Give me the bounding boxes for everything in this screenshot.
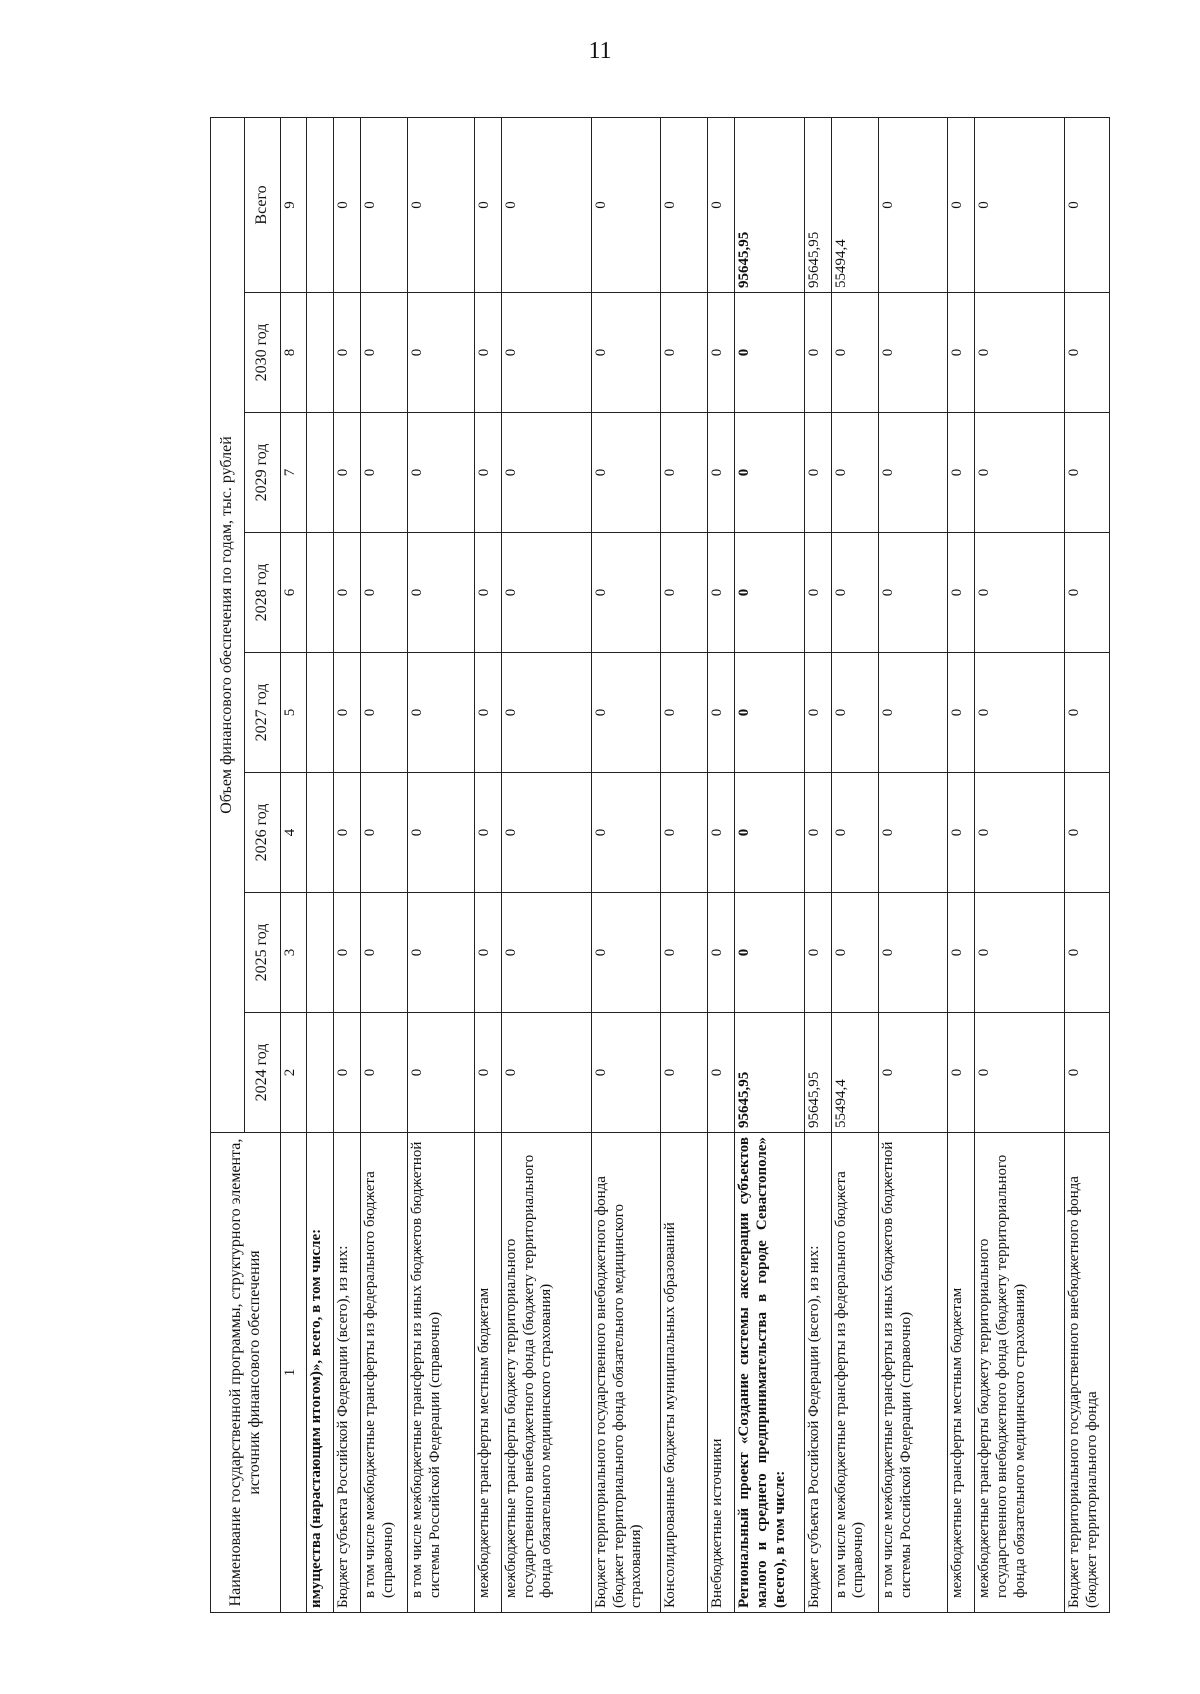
cell-value: 0 (360, 893, 407, 1013)
row-label: межбюджетные трансферты местным бюджетам (948, 1133, 975, 1613)
cell-value: 0 (1065, 1013, 1110, 1133)
cell-value: 0 (804, 413, 831, 533)
header-year: 2030 год (245, 293, 281, 413)
column-number: 5 (281, 653, 307, 773)
cell-value: 0 (333, 893, 360, 1013)
cell-value: 0 (661, 653, 708, 773)
cell-value: 0 (975, 293, 1065, 413)
cell-value: 0 (591, 893, 661, 1013)
header-total: Всего (245, 117, 281, 292)
row-label: межбюджетные трансферты местным бюджетам (475, 1133, 502, 1613)
header-year: 2029 год (245, 413, 281, 533)
cell-value: 0 (804, 293, 831, 413)
cell-value: 0 (502, 893, 592, 1013)
cell-value: 0 (591, 1013, 661, 1133)
column-number: 8 (281, 293, 307, 413)
cell-value: 0 (1065, 293, 1110, 413)
table-row (878, 117, 948, 1612)
cell-value: 0 (708, 653, 735, 773)
cell-value: 0 (1065, 893, 1110, 1013)
cell-value: 0 (831, 773, 878, 893)
cell-value: 0 (407, 653, 474, 773)
column-number: 3 (281, 893, 307, 1013)
cell-value: 0 (502, 1013, 592, 1133)
cell-value (307, 1013, 334, 1133)
header-year: 2028 год (245, 533, 281, 653)
cell-value: 0 (831, 533, 878, 653)
financing-table (210, 117, 1110, 1613)
column-number: 6 (281, 533, 307, 653)
cell-value: 0 (1065, 533, 1110, 653)
cell-value: 0 (948, 533, 975, 653)
cell-value: 0 (407, 1013, 474, 1133)
cell-value: 0 (407, 293, 474, 413)
row-label: Бюджет территориального государственного внебюджетного фонда (бюджет территориального фонда (1065, 1133, 1110, 1613)
cell-value: 0 (804, 653, 831, 773)
cell-value: 0 (360, 533, 407, 653)
cell-value: 0 (878, 293, 948, 413)
cell-total: 0 (661, 117, 708, 292)
cell-value: 0 (878, 893, 948, 1013)
header-column-numbers (281, 117, 307, 1612)
cell-value: 0 (975, 533, 1065, 653)
cell-value: 0 (708, 293, 735, 413)
cell-value: 0 (735, 893, 805, 1013)
cell-value (307, 533, 334, 653)
cell-total: 0 (591, 117, 661, 292)
header-year: 2027 год (245, 653, 281, 773)
cell-value: 0 (831, 413, 878, 533)
row-label: Региональный проект «Создание системы акселерации субъектов малого и среднего предпринимательства в городе Севастополе» (всего), в том числе: (735, 1133, 805, 1613)
rotated-table-container (210, 118, 1110, 1613)
cell-total: 0 (360, 117, 407, 292)
cell-value: 0 (878, 413, 948, 533)
cell-value: 0 (360, 653, 407, 773)
cell-value: 0 (333, 293, 360, 413)
cell-value: 0 (475, 413, 502, 533)
cell-value: 0 (591, 773, 661, 893)
cell-total: 0 (475, 117, 502, 292)
cell-value: 0 (804, 773, 831, 893)
cell-value (307, 893, 334, 1013)
cell-total: 0 (333, 117, 360, 292)
cell-value: 0 (475, 773, 502, 893)
row-label: имущества (нарастающим итогом)», всего, в том числе: (307, 1133, 334, 1613)
table-row (661, 117, 708, 1612)
table-row (975, 117, 1065, 1612)
table-row (591, 117, 661, 1612)
cell-value: 0 (333, 533, 360, 653)
cell-value: 0 (878, 653, 948, 773)
cell-total (307, 117, 334, 292)
column-number: 7 (281, 413, 307, 533)
cell-value: 95645,95 (804, 1013, 831, 1133)
cell-value: 0 (831, 893, 878, 1013)
cell-value: 0 (475, 293, 502, 413)
cell-value: 0 (661, 1013, 708, 1133)
cell-value (307, 653, 334, 773)
cell-total: 0 (948, 117, 975, 292)
cell-value: 0 (661, 293, 708, 413)
column-number: 1 (281, 1133, 307, 1613)
header-year: 2024 год (245, 1013, 281, 1133)
cell-value: 0 (475, 533, 502, 653)
cell-total: 0 (975, 117, 1065, 292)
cell-value: 0 (735, 773, 805, 893)
cell-value: 0 (591, 653, 661, 773)
cell-total: 0 (502, 117, 592, 292)
cell-value: 0 (360, 773, 407, 893)
cell-value: 0 (975, 413, 1065, 533)
cell-value: 0 (502, 293, 592, 413)
cell-value: 0 (661, 893, 708, 1013)
row-label: Бюджет субъекта Российской Федерации (всего), из них: (333, 1133, 360, 1613)
table-wrapper (210, 118, 1110, 1613)
row-label: межбюджетные трансферты бюджету территориального государственного внебюджетного фонда (бюджету территориального фонда обязательного медицинского страхования) (502, 1133, 592, 1613)
cell-value: 0 (1065, 653, 1110, 773)
cell-value: 0 (735, 533, 805, 653)
cell-value: 0 (360, 1013, 407, 1133)
cell-value: 0 (407, 413, 474, 533)
table-row (475, 117, 502, 1612)
cell-value: 0 (1065, 413, 1110, 533)
table-row (831, 117, 878, 1612)
row-label: в том числе межбюджетные трансферты из федерального бюджета (справочно) (831, 1133, 878, 1613)
cell-value: 0 (333, 413, 360, 533)
row-label: межбюджетные трансферты бюджету территориального государственного внебюджетного фонда (бюджету территориального фонда обязательного медицинского страхования) (975, 1133, 1065, 1613)
header-name-col: Наименование государственной программы, структурного элемента, источник финансового обеспечения (211, 1133, 281, 1613)
table-row (948, 117, 975, 1612)
cell-value: 0 (360, 413, 407, 533)
cell-value: 0 (975, 653, 1065, 773)
cell-value: 0 (591, 413, 661, 533)
cell-value: 0 (661, 413, 708, 533)
cell-value: 0 (475, 893, 502, 1013)
row-label: в том числе межбюджетные трансферты из иных бюджетов бюджетной системы Российской Федерации (справочно) (878, 1133, 948, 1613)
cell-value: 0 (708, 893, 735, 1013)
cell-value: 0 (502, 653, 592, 773)
cell-value: 0 (975, 1013, 1065, 1133)
table-body (307, 117, 1110, 1612)
cell-value: 0 (975, 773, 1065, 893)
cell-value (307, 413, 334, 533)
header-year: 2025 год (245, 893, 281, 1013)
cell-value: 0 (475, 653, 502, 773)
cell-total: 0 (708, 117, 735, 292)
cell-value: 0 (475, 1013, 502, 1133)
cell-value: 0 (948, 293, 975, 413)
row-label: в том числе межбюджетные трансферты из иных бюджетов бюджетной системы Российской Федерации (справочно) (407, 1133, 474, 1613)
table-row (360, 117, 407, 1612)
cell-value: 0 (407, 893, 474, 1013)
cell-value: 0 (360, 293, 407, 413)
cell-value: 0 (333, 653, 360, 773)
cell-value: 0 (1065, 773, 1110, 893)
table-row (502, 117, 592, 1612)
cell-value: 0 (708, 413, 735, 533)
cell-total: 55494,4 (831, 117, 878, 292)
cell-value: 95645,95 (735, 1013, 805, 1133)
cell-value: 0 (407, 533, 474, 653)
column-number: 4 (281, 773, 307, 893)
cell-value: 0 (735, 413, 805, 533)
cell-value: 0 (948, 413, 975, 533)
cell-value (307, 293, 334, 413)
cell-value: 0 (407, 773, 474, 893)
cell-value: 0 (831, 653, 878, 773)
cell-value: 0 (591, 533, 661, 653)
cell-value: 0 (948, 893, 975, 1013)
cell-value: 0 (708, 533, 735, 653)
cell-value: 0 (878, 1013, 948, 1133)
cell-value: 0 (948, 773, 975, 893)
cell-value: 0 (804, 533, 831, 653)
cell-value: 0 (804, 893, 831, 1013)
cell-value: 0 (735, 653, 805, 773)
cell-total: 0 (407, 117, 474, 292)
cell-total: 95645,95 (804, 117, 831, 292)
cell-value: 0 (975, 893, 1065, 1013)
cell-value: 0 (831, 293, 878, 413)
header-volume-group: Объем финансового обеспечения по годам, тыс. рублей (211, 117, 245, 1132)
cell-value: 0 (878, 533, 948, 653)
table-row (804, 117, 831, 1612)
cell-value: 0 (333, 773, 360, 893)
row-label: Внебюджетные источники (708, 1133, 735, 1613)
cell-total: 95645,95 (735, 117, 805, 292)
cell-value: 0 (661, 533, 708, 653)
cell-value: 0 (333, 1013, 360, 1133)
table-row (407, 117, 474, 1612)
cell-value: 0 (708, 773, 735, 893)
table-row (307, 117, 334, 1612)
row-label: Бюджет территориального государственного внебюджетного фонда (бюджет территориального фонда обязательного медицинского страхования) (591, 1133, 661, 1613)
cell-value (307, 773, 334, 893)
cell-value: 0 (878, 773, 948, 893)
header-year: 2026 год (245, 773, 281, 893)
cell-value: 0 (591, 293, 661, 413)
row-label: в том числе межбюджетные трансферты из федерального бюджета (справочно) (360, 1133, 407, 1613)
cell-value: 55494,4 (831, 1013, 878, 1133)
cell-total: 0 (1065, 117, 1110, 292)
cell-value: 0 (735, 293, 805, 413)
cell-value: 0 (502, 533, 592, 653)
table-row (735, 117, 805, 1612)
page-number: 11 (588, 38, 612, 64)
cell-value: 0 (948, 1013, 975, 1133)
cell-value: 0 (708, 1013, 735, 1133)
column-number: 9 (281, 117, 307, 292)
cell-total: 0 (878, 117, 948, 292)
cell-value: 0 (661, 773, 708, 893)
cell-value: 0 (948, 653, 975, 773)
row-label: Консолидированные бюджеты муниципальных образований (661, 1133, 708, 1613)
cell-value: 0 (502, 413, 592, 533)
table-row (708, 117, 735, 1612)
cell-value: 0 (502, 773, 592, 893)
row-label: Бюджет субъекта Российской Федерации (всего), из них: (804, 1133, 831, 1613)
table-row (1065, 117, 1110, 1612)
column-number: 2 (281, 1013, 307, 1133)
table-row (333, 117, 360, 1612)
